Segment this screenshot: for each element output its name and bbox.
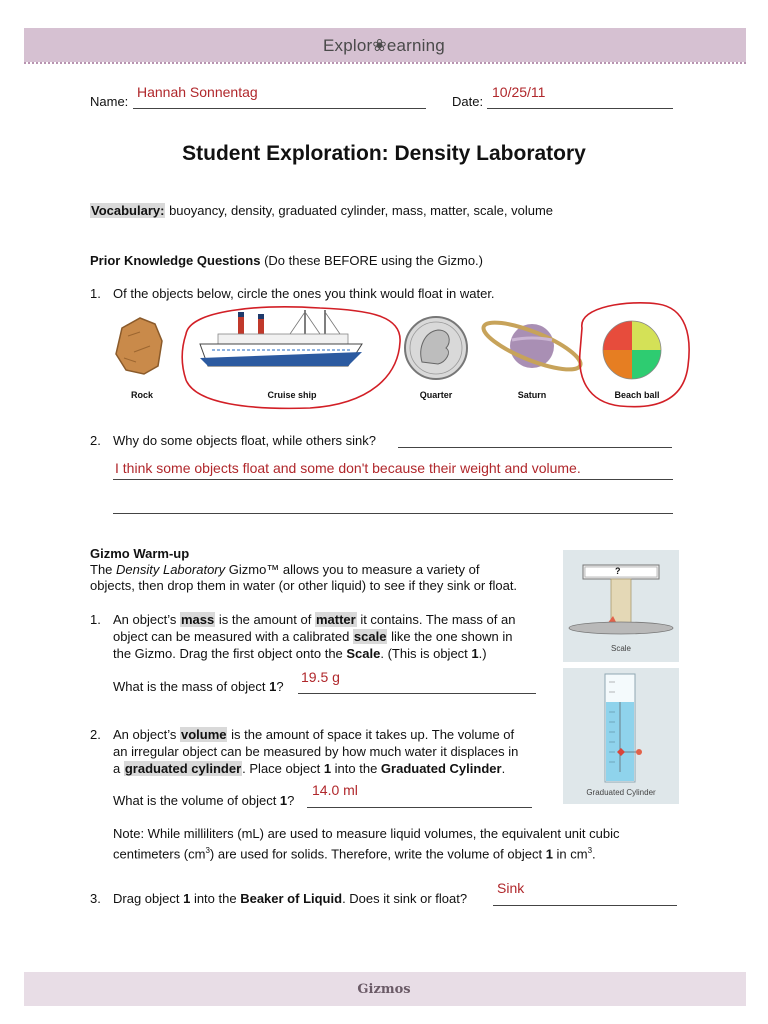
pk-q1-text: Of the objects below, circle the ones you think would float in water. (113, 286, 495, 301)
warmup-q3-answer: Sink (497, 880, 525, 896)
warmup-q1-line-3: the Gizmo. Drag the first object onto the Scale. (This is object 1.) (113, 646, 487, 661)
pk-q2-answer: I think some objects float and some don't because their weight and volume. (115, 460, 581, 476)
warmup-q1-line-1: An object’s mass is the amount of matter it contains. The mass of an (113, 612, 516, 627)
header-divider (24, 62, 746, 64)
scale-readout: ? (615, 566, 621, 576)
footer-brand: Gizmos (357, 982, 411, 997)
prior-knowledge-heading (90, 253, 483, 269)
date-label: Date: (452, 94, 484, 109)
rock-image (116, 318, 162, 374)
caption-rock: Rock (130, 390, 153, 400)
warmup-q1-prompt: What is the mass of object 1? (113, 679, 284, 694)
warmup-q2-line-1: An object’s volume is the amount of space it takes up. The volume of (113, 727, 515, 742)
name-underline (133, 108, 426, 109)
saturn-image (479, 314, 586, 379)
warmup-q3-underline (493, 905, 677, 906)
name-label: Name: (90, 94, 129, 109)
warmup-intro-line-2: objects, then drop them in water (or other liquid) to see if they sink or float. (90, 578, 518, 593)
caption-quarter: Quarter (419, 390, 453, 400)
warmup-q1-answer: 19.5 g (301, 669, 340, 685)
name-value: Hannah Sonnentag (137, 84, 258, 100)
caption-cruise-ship: Cruise ship (267, 390, 317, 400)
warmup-q2-line-2: an irregular object can be measured by how much water it displaces in (113, 744, 519, 759)
prior-knowledge-title: Prior Knowledge Questions (90, 253, 261, 268)
pk-q2-text: Why do some objects float, while others sink? (113, 433, 377, 448)
caption-beach-ball: Beach ball (614, 390, 660, 400)
vocabulary-text: buoyancy, density, graduated cylinder, mass, matter, scale, volume (165, 203, 553, 218)
warmup-q3-text: Drag object 1 into the Beaker of Liquid. Does it sink or float? (113, 891, 468, 906)
warmup-intro-line-1: The Density Laboratory Gizmo™ allows you to measure a variety of (90, 562, 480, 577)
scale-caption: Scale (610, 644, 631, 653)
warmup-q2-line-3: a graduated cylinder. Place object 1 into the Graduated Cylinder. (113, 761, 506, 776)
pk-q2-number: 2. (90, 433, 101, 448)
warmup-q1-line-2: object can be measured with a calibrated scale like the one shown in (113, 629, 513, 644)
pk-q2-underline-3 (113, 513, 673, 514)
brand-logo: Explor❀earning (323, 36, 445, 55)
quarter-image (405, 317, 467, 379)
warmup-q2-note-line-2: centimeters $(cm^3)$ are used for solids. Therefore, write the volume of object 1 in $cm^3$. (113, 846, 596, 862)
vocabulary-line (90, 203, 553, 219)
warmup-q2-note-line-1: Note: While milliliters (mL) are used to measure liquid volumes, the equivalent unit cubic (113, 826, 620, 841)
vocabulary-label: Vocabulary: (91, 203, 165, 218)
warmup-q2-number: 2. (90, 727, 101, 742)
date-value: 10/25/11 (492, 84, 546, 100)
warmup-q2-underline (307, 807, 532, 808)
warmup-q1-underline (298, 693, 536, 694)
prior-knowledge-note: (Do these BEFORE using the Gizmo.) (260, 253, 483, 268)
pk-q1-number: 1. (90, 286, 101, 301)
pk-q2-underline-1 (398, 447, 672, 448)
warmup-q1-number: 1. (90, 612, 101, 627)
warmup-q2-prompt: What is the volume of object 1? (113, 793, 295, 808)
scale-image (563, 550, 679, 662)
cylinder-caption: Graduated Cylinder (586, 788, 656, 797)
caption-saturn: Saturn (517, 390, 547, 400)
beach-ball-image (603, 321, 661, 379)
graduated-cylinder-image (563, 668, 679, 804)
warmup-q2-answer: 14.0 ml (312, 782, 358, 798)
pk-q2-underline-2 (113, 479, 673, 480)
warmup-q3-number: 3. (90, 891, 101, 906)
page-title: Student Exploration: Density Laboratory (182, 142, 586, 165)
warmup-heading: Gizmo Warm-up (90, 546, 190, 561)
date-underline (487, 108, 673, 109)
cruise-ship-image (200, 310, 362, 366)
